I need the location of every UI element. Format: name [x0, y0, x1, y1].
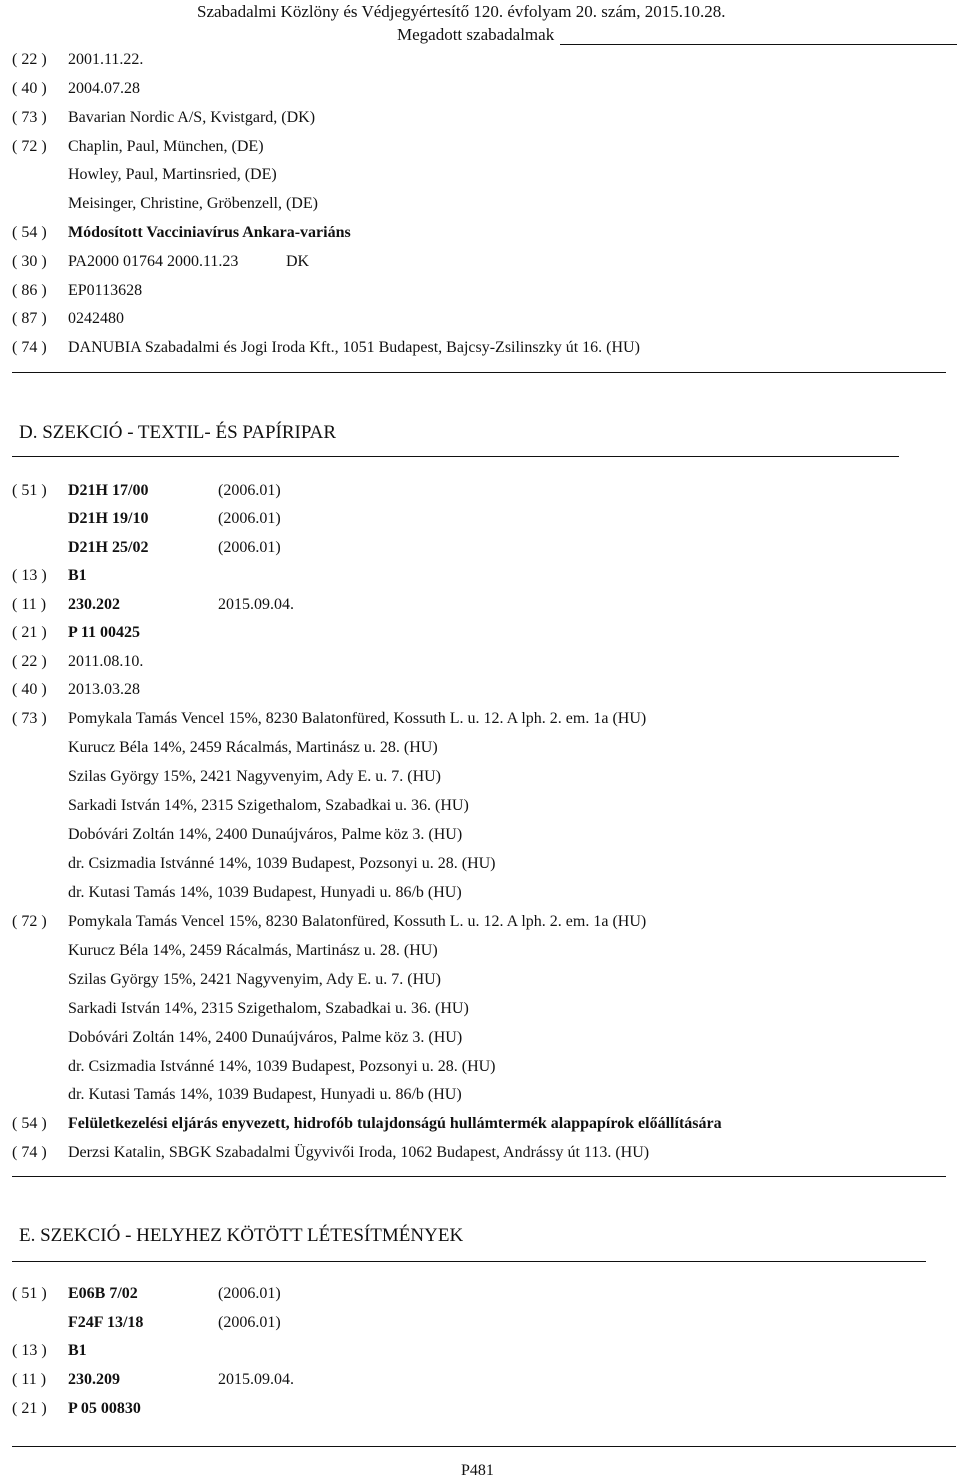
block-divider — [12, 372, 946, 373]
page-number: P481 — [461, 1462, 494, 1479]
section-header: Megadott szabadalmak — [397, 25, 555, 44]
section-e-title: E. SZEKCIÓ - HELYHEZ KÖTÖTT LÉTESÍTMÉNYEK — [19, 1225, 464, 1246]
section-d-title: D. SZEKCIÓ - TEXTIL- ÉS PAPÍRIPAR — [19, 422, 337, 443]
journal-header: Szabadalmi Közlöny és Védjegyértesítő 120. évfolyam 20. szám, 2015.10.28. — [197, 2, 726, 21]
section-d-underline — [12, 456, 899, 457]
header-divider — [560, 44, 957, 45]
section-e-underline — [12, 1261, 926, 1262]
block-divider — [12, 1176, 946, 1177]
footer-divider — [12, 1446, 956, 1447]
